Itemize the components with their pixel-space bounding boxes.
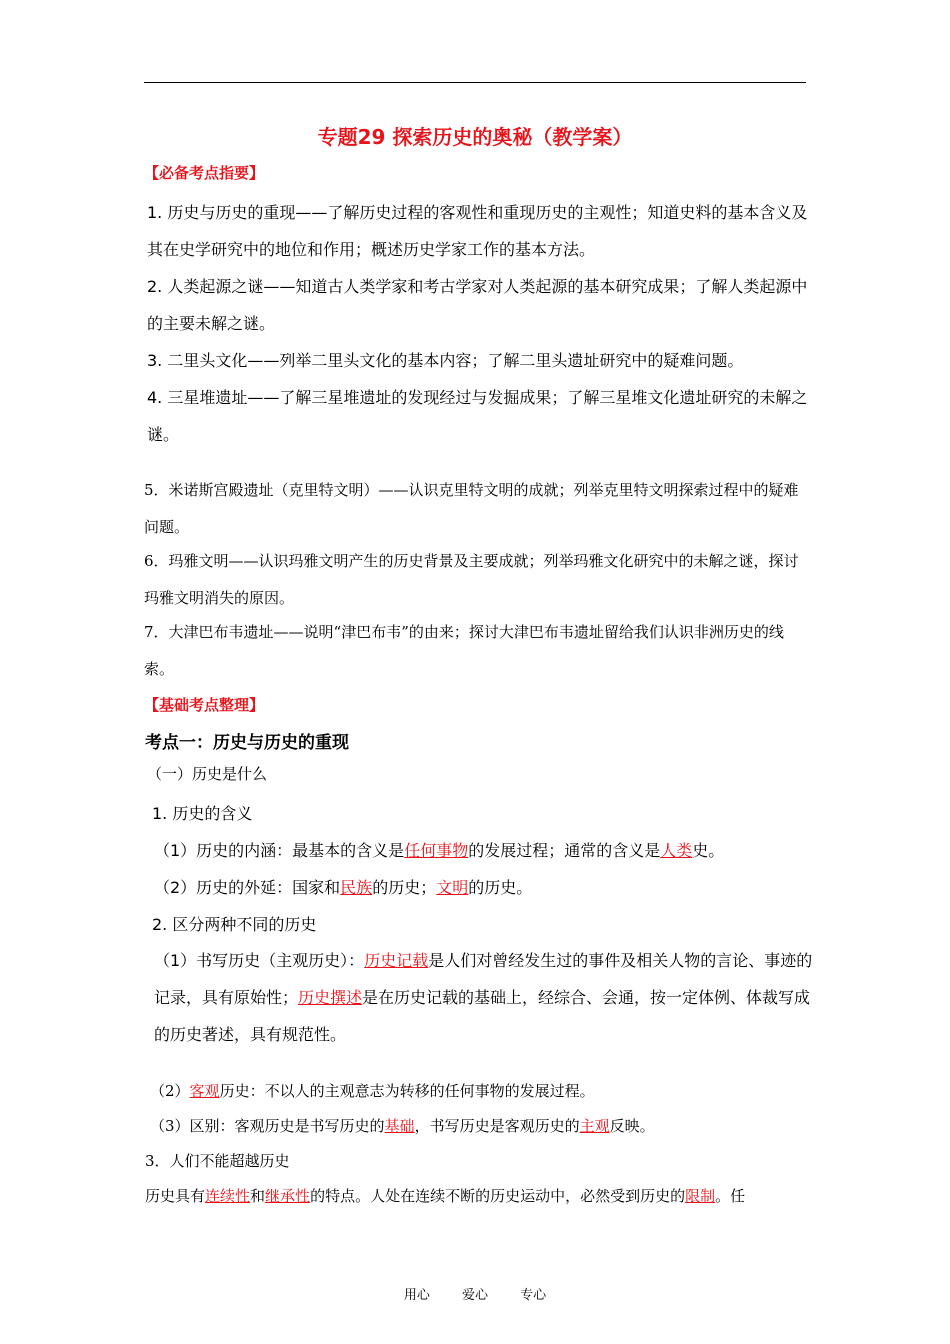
text-segment: 反映。 — [609, 1117, 655, 1135]
line-connotation — [154, 838, 724, 861]
heading-meaning-of-history: 1. 历史的含义 — [152, 804, 253, 823]
key-term: 人类 — [660, 841, 693, 860]
heading-two-histories: 2. 区分两种不同的历史 — [152, 915, 317, 934]
key-term: 文明 — [436, 878, 469, 897]
essential-item-2: 2. 人类起源之谜——知道古人类学家和考古学家对人类起源的基本研究成果；了解人类起源中的主要未解之谜。 — [147, 277, 808, 333]
essential-item-6: 6．玛雅文明——认识玛雅文明产生的历史背景及主要成就；列举玛雅文化研究中的未解之谜，探讨玛雅文明消失的原因。 — [144, 552, 799, 607]
section-heading-essentials: 【必备考点指要】 — [144, 164, 265, 182]
text-segment: 是人们对曾经发生过的事件及相关人物的言论、事迹的记录，具有原始性； — [154, 951, 813, 1007]
text-segment: （2）历史的外延：国家和 — [154, 878, 341, 897]
key-term: 客观 — [189, 1082, 220, 1100]
text-segment: 的历史。 — [468, 878, 533, 897]
key-term: 历史撰述 — [298, 988, 363, 1007]
key-term: 任何事物 — [404, 841, 469, 860]
text-segment: ，书写历史是客观历史的 — [414, 1117, 580, 1135]
page-title: 专题29 探索历史的奥秘（教学案） — [317, 125, 633, 149]
footer-word: 爱心 — [461, 1288, 488, 1303]
line-extension — [154, 875, 532, 898]
key-term: 基础 — [384, 1117, 415, 1135]
section-heading-basics: 【基础考点整理】 — [144, 696, 265, 714]
text-segment: 历史具有 — [145, 1187, 206, 1205]
essential-item-1: 1. 历史与历史的重现——了解历史过程的客观性和重现历史的主观性；知道史料的基本含义及其在史学研究中的地位和作用；概述历史学家工作的基本方法。 — [147, 203, 808, 259]
paragraph-written-history — [154, 942, 819, 1053]
line-continuity — [145, 1185, 745, 1206]
footer-word: 专心 — [520, 1288, 547, 1303]
essential-item-3: 3. 二里头文化——列举二里头文化的基本内容；了解二里头遗址研究中的疑难问题。 — [147, 351, 744, 370]
text-segment: （2） — [150, 1082, 190, 1100]
text-segment: 的历史； — [372, 878, 437, 897]
text-segment: （3）区别：客观历史是书写历史的 — [150, 1117, 385, 1135]
text-segment: （1）书写历史（主观历史）： — [154, 951, 365, 970]
page-footer — [0, 1284, 950, 1303]
key-term: 主观 — [579, 1117, 610, 1135]
footer-word: 用心 — [403, 1288, 430, 1303]
text-segment: 历史：不以人的主观意志为转移的任何事物的发展过程。 — [219, 1082, 595, 1100]
heading-cannot-transcend: 3．人们不能超越历史 — [145, 1152, 290, 1170]
text-segment: 史。 — [692, 841, 725, 860]
key-term: 限制 — [685, 1187, 716, 1205]
text-segment: 和 — [250, 1187, 266, 1205]
essential-item-5: 5．米诺斯宫殿遗址（克里特文明）——认识克里特文明的成就；列举克里特文明探索过程中的疑难问题。 — [144, 481, 799, 536]
key-term: 历史记载 — [364, 951, 429, 970]
text-segment: （1）历史的内涵：最基本的含义是 — [154, 841, 405, 860]
text-segment: 是在历史记载的基础上，经综合、会通，按一定体例、体裁写成的历史著述，具有规范性。 — [154, 988, 811, 1044]
line-difference — [150, 1115, 655, 1136]
key-term: 连续性 — [205, 1187, 251, 1205]
text-segment: 。任 — [715, 1187, 746, 1205]
essential-item-7: 7．大津巴布韦遗址——说明“津巴布韦”的由来；探讨大津巴布韦遗址留给我们认识非洲历史的线索。 — [144, 623, 784, 678]
text-segment: 的发展过程；通常的含义是 — [468, 841, 661, 860]
text-segment: 的特点。人处在连续不断的历史运动中，必然受到历史的 — [310, 1187, 686, 1205]
subsection-what-is-history: （一）历史是什么 — [147, 765, 268, 783]
header-rule — [144, 82, 806, 83]
line-objective-history — [150, 1080, 595, 1101]
key-term: 继承性 — [265, 1187, 311, 1205]
essential-item-4: 4. 三星堆遗址——了解三星堆遗址的发现经过与发掘成果；了解三星堆文化遗址研究的未解之谜。 — [147, 388, 808, 444]
point1-title: 考点一：历史与历史的重现 — [145, 733, 349, 753]
key-term: 民族 — [340, 878, 373, 897]
